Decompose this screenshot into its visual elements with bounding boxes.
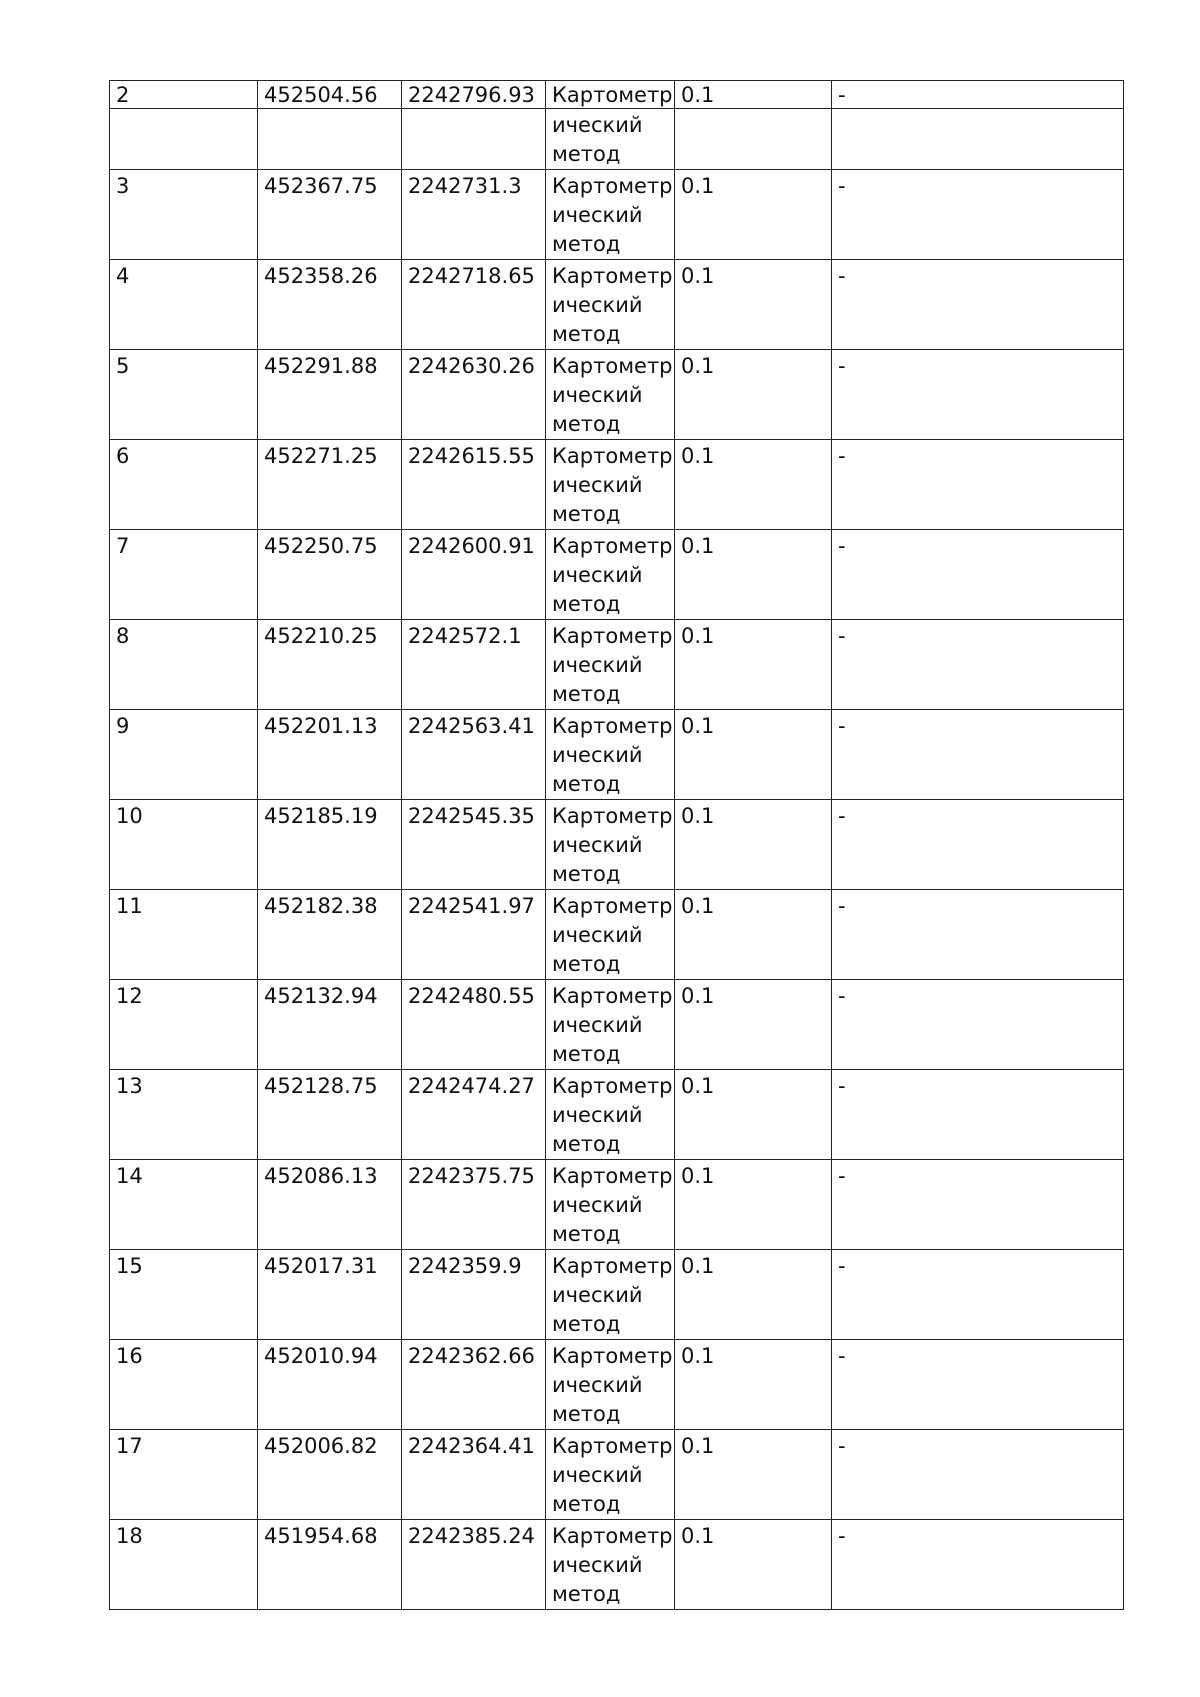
method-cell: ический метод xyxy=(546,109,675,170)
table-row xyxy=(110,1070,1124,1160)
point-number-cell: 16 xyxy=(110,1340,258,1430)
accuracy-cell: 0.1 xyxy=(675,1160,832,1250)
note-cell: - xyxy=(832,1250,1124,1340)
method-cell: Картометр ический метод xyxy=(546,440,675,530)
y-coordinate-cell: 2242541.97 xyxy=(402,890,546,980)
y-coordinate-cell: 2242364.41 xyxy=(402,1430,546,1520)
x-coordinate-cell: 452367.75 xyxy=(258,170,402,260)
method-cell: Картометр ический метод xyxy=(546,1250,675,1340)
method-cell: Картометр ический метод xyxy=(546,1160,675,1250)
method-cell: Картометр xyxy=(546,81,675,109)
table-row xyxy=(110,710,1124,800)
y-coordinate-cell: 2242731.3 xyxy=(402,170,546,260)
note-cell xyxy=(832,109,1124,170)
x-coordinate-cell: 452201.13 xyxy=(258,710,402,800)
y-coordinate-cell: 2242796.93 xyxy=(402,81,546,109)
accuracy-cell: 0.1 xyxy=(675,800,832,890)
method-cell: Картометр ический метод xyxy=(546,800,675,890)
y-coordinate-cell: 2242563.41 xyxy=(402,710,546,800)
point-number-cell: 8 xyxy=(110,620,258,710)
x-coordinate-cell: 452010.94 xyxy=(258,1340,402,1430)
table-row xyxy=(110,109,1124,170)
accuracy-cell: 0.1 xyxy=(675,350,832,440)
table-row xyxy=(110,1160,1124,1250)
table-row xyxy=(110,620,1124,710)
note-cell: - xyxy=(832,1340,1124,1430)
point-number-cell: 18 xyxy=(110,1520,258,1610)
table-row xyxy=(110,170,1124,260)
note-cell: - xyxy=(832,1070,1124,1160)
coordinates-table xyxy=(109,80,1124,1610)
method-cell: Картометр ический метод xyxy=(546,1430,675,1520)
method-cell: Картометр ический метод xyxy=(546,260,675,350)
method-cell: Картометр ический метод xyxy=(546,1340,675,1430)
y-coordinate-cell: 2242615.55 xyxy=(402,440,546,530)
y-coordinate-cell: 2242375.75 xyxy=(402,1160,546,1250)
table-row xyxy=(110,81,1124,109)
y-coordinate-cell: 2242572.1 xyxy=(402,620,546,710)
x-coordinate-cell: 452006.82 xyxy=(258,1430,402,1520)
table-row xyxy=(110,1430,1124,1520)
x-coordinate-cell: 452086.13 xyxy=(258,1160,402,1250)
x-coordinate-cell: 452182.38 xyxy=(258,890,402,980)
table-row xyxy=(110,1340,1124,1430)
method-cell: Картометр ический метод xyxy=(546,620,675,710)
point-number-cell: 3 xyxy=(110,170,258,260)
note-cell: - xyxy=(832,440,1124,530)
method-cell: Картометр ический метод xyxy=(546,1520,675,1610)
accuracy-cell xyxy=(675,109,832,170)
accuracy-cell: 0.1 xyxy=(675,1070,832,1160)
x-coordinate-cell: 452504.56 xyxy=(258,81,402,109)
note-cell: - xyxy=(832,170,1124,260)
note-cell: - xyxy=(832,260,1124,350)
y-coordinate-cell: 2242362.66 xyxy=(402,1340,546,1430)
accuracy-cell: 0.1 xyxy=(675,170,832,260)
method-cell: Картометр ический метод xyxy=(546,1070,675,1160)
note-cell: - xyxy=(832,710,1124,800)
accuracy-cell: 0.1 xyxy=(675,1340,832,1430)
x-coordinate-cell: 452210.25 xyxy=(258,620,402,710)
point-number-cell: 4 xyxy=(110,260,258,350)
point-number-cell: 17 xyxy=(110,1430,258,1520)
accuracy-cell: 0.1 xyxy=(675,1430,832,1520)
table-row xyxy=(110,350,1124,440)
y-coordinate-cell: 2242359.9 xyxy=(402,1250,546,1340)
point-number-cell: 7 xyxy=(110,530,258,620)
accuracy-cell: 0.1 xyxy=(675,260,832,350)
accuracy-cell: 0.1 xyxy=(675,440,832,530)
note-cell: - xyxy=(832,350,1124,440)
note-cell: - xyxy=(832,620,1124,710)
y-coordinate-cell: 2242480.55 xyxy=(402,980,546,1070)
accuracy-cell: 0.1 xyxy=(675,890,832,980)
point-number-cell: 12 xyxy=(110,980,258,1070)
note-cell: - xyxy=(832,1160,1124,1250)
method-cell: Картометр ический метод xyxy=(546,980,675,1070)
accuracy-cell: 0.1 xyxy=(675,81,832,109)
point-number-cell: 11 xyxy=(110,890,258,980)
table-row xyxy=(110,260,1124,350)
method-cell: Картометр ический метод xyxy=(546,350,675,440)
point-number-cell: 15 xyxy=(110,1250,258,1340)
x-coordinate-cell: 451954.68 xyxy=(258,1520,402,1610)
y-coordinate-cell: 2242474.27 xyxy=(402,1070,546,1160)
method-cell: Картометр ический метод xyxy=(546,530,675,620)
table-row xyxy=(110,1520,1124,1610)
x-coordinate-cell xyxy=(258,109,402,170)
note-cell: - xyxy=(832,1430,1124,1520)
point-number-cell xyxy=(110,109,258,170)
method-cell: Картометр ический метод xyxy=(546,710,675,800)
table-row xyxy=(110,980,1124,1070)
x-coordinate-cell: 452291.88 xyxy=(258,350,402,440)
point-number-cell: 2 xyxy=(110,81,258,109)
x-coordinate-cell: 452017.31 xyxy=(258,1250,402,1340)
x-coordinate-cell: 452250.75 xyxy=(258,530,402,620)
table-body xyxy=(110,81,1124,1610)
y-coordinate-cell: 2242600.91 xyxy=(402,530,546,620)
y-coordinate-cell: 2242385.24 xyxy=(402,1520,546,1610)
table-row xyxy=(110,1250,1124,1340)
note-cell: - xyxy=(832,530,1124,620)
x-coordinate-cell: 452358.26 xyxy=(258,260,402,350)
x-coordinate-cell: 452271.25 xyxy=(258,440,402,530)
accuracy-cell: 0.1 xyxy=(675,1520,832,1610)
accuracy-cell: 0.1 xyxy=(675,710,832,800)
point-number-cell: 5 xyxy=(110,350,258,440)
y-coordinate-cell: 2242545.35 xyxy=(402,800,546,890)
accuracy-cell: 0.1 xyxy=(675,980,832,1070)
note-cell: - xyxy=(832,980,1124,1070)
note-cell: - xyxy=(832,800,1124,890)
y-coordinate-cell: 2242718.65 xyxy=(402,260,546,350)
table-row xyxy=(110,530,1124,620)
table-row xyxy=(110,440,1124,530)
point-number-cell: 14 xyxy=(110,1160,258,1250)
note-cell: - xyxy=(832,890,1124,980)
table-row xyxy=(110,890,1124,980)
accuracy-cell: 0.1 xyxy=(675,620,832,710)
point-number-cell: 10 xyxy=(110,800,258,890)
method-cell: Картометр ический метод xyxy=(546,170,675,260)
note-cell: - xyxy=(832,81,1124,109)
point-number-cell: 9 xyxy=(110,710,258,800)
accuracy-cell: 0.1 xyxy=(675,530,832,620)
point-number-cell: 6 xyxy=(110,440,258,530)
x-coordinate-cell: 452185.19 xyxy=(258,800,402,890)
x-coordinate-cell: 452128.75 xyxy=(258,1070,402,1160)
accuracy-cell: 0.1 xyxy=(675,1250,832,1340)
point-number-cell: 13 xyxy=(110,1070,258,1160)
y-coordinate-cell: 2242630.26 xyxy=(402,350,546,440)
y-coordinate-cell xyxy=(402,109,546,170)
method-cell: Картометр ический метод xyxy=(546,890,675,980)
table-row xyxy=(110,800,1124,890)
x-coordinate-cell: 452132.94 xyxy=(258,980,402,1070)
note-cell: - xyxy=(832,1520,1124,1610)
